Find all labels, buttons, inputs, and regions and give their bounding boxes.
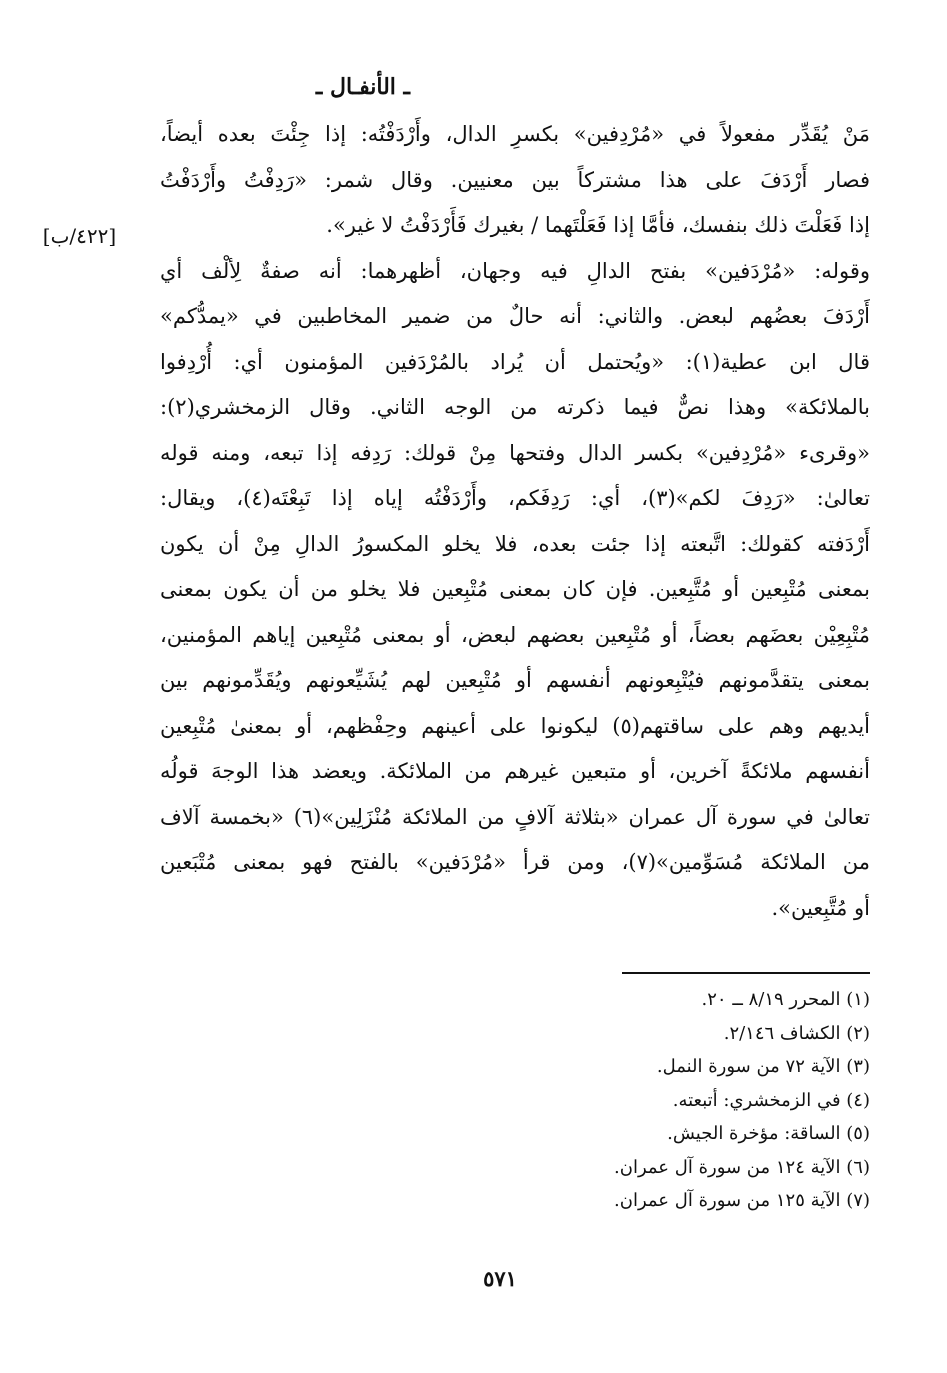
footnote-separator [622, 972, 870, 974]
footnote-item: (٤) في الزمخشري: أتبعته. [672, 1089, 870, 1111]
manuscript-folio-marker: [٤٢٢/ب] [42, 224, 117, 248]
text-line: أو مُتَّبِعين». [771, 895, 870, 920]
text-line: إذا فَعَلْتَ ذلك بنفسك، فأمَّا إذا فَعَلْتَهما / بغيرك فَأَرْدَفْتُ لا غير». [326, 213, 870, 237]
text-line: تعالىٰ: «رَدِفَ لكم»(٣)، أي: رَدِفَكم، وأَرْدَفْتُه إياه إذا تَبِعْتَه(٤)، ويقال: [160, 486, 870, 510]
text-line: بالملائكة» وهذا نصٌّ فيما ذكرته من الوجه الثاني. وقال الزمخشري(٢): [160, 395, 870, 419]
text-line: بمعنى مُتْبِعين أو مُتَّبِعين. فإن كان بمعنى مُتْبِعين فلا يخلو من أن يكون بمعنى [160, 577, 870, 601]
text-line: مَنْ يُقَدِّر مفعولاً في «مُرْدِفين» بكسرِ الدال، وأَرْدَفْتُه: إذا جِئْتَ بعده أيضاً، [160, 122, 870, 146]
text-line: أَرْدَفَ بعضُهم لبعض. والثاني: أنه حالٌ من ضمير المخاطبين في «يمدُّكم» [160, 304, 870, 328]
text-line: أَرْدَفته كقولك: اتَّبعته إذا جئت بعده، فلا يخلو المكسورُ الدالِ مِنْ أن يكون [160, 531, 870, 556]
page-number: ٥٧١ [483, 1266, 517, 1291]
text-line: بمعنى يتقدَّمونهم فيُتْبِعونهم أنفسهم أو مُتْبِعين لهم يُشَيِّعونهم ويُقَدِّمونهم بين [160, 668, 870, 692]
footnote-item: (٢) الكشاف ٢/١٤٦. [723, 1022, 870, 1044]
text-line: وقوله: «مُرْدَفين» بفتح الدالِ فيه وجهان، أظهرهما: أنه صفةٌ لِألْف أي [160, 258, 870, 283]
text-line: «وقرىء «مُرْدِفين» بكسر الدال وفتحها مِنْ قولك: رَدِفه إذا تبعه، ومنه قوله [160, 440, 870, 465]
text-line: قال ابن عطية(١): «ويُحتمل أن يُراد بالمُرْدَفين المؤمنون أي: أُرْدِفوا [160, 349, 870, 374]
text-line: مُتْبِعِيْن بعضَهم بعضاً، أو مُتْبِعين بعضهم لبعض، أو بمعنى مُتْبِعين إياهم المؤمنين، [160, 622, 870, 647]
footnotes-list [560, 986, 870, 1221]
footnote-item: (٧) الآية ١٢٥ من سورة آل عمران. [614, 1190, 870, 1211]
main-text-block [160, 112, 870, 931]
footnote-item: (١) المحرر ٨/١٩ ــ ٢٠. [701, 989, 870, 1010]
text-line: أيديهم وهم على ساقتهم(٥) ليكونوا على أعينهم وحِفْظهم، أو بمعنىٰ مُتْبِعين [160, 713, 870, 738]
footnote-item: (٣) الآية ٧٢ من سورة النمل. [656, 1056, 870, 1077]
text-line: من الملائكة مُسَوِّمين»(٧)، ومن قرأ «مُرْدَفين» بالفتح فهو بمعنى مُتْبَعين [160, 850, 870, 874]
text-line: أنفسهم ملائكةً آخرين، أو متبعين غيرهم من الملائكة. ويعضد هذا الوجهَ قولُه [160, 759, 870, 783]
running-header: ـ الأنفـال ـ [315, 74, 410, 100]
text-line: تعالىٰ في سورة آل عمران «بثلاثة آلافٍ من الملائكة مُنْزَلِين»(٦) «بخمسة آلاف [160, 804, 870, 829]
footnote-item: (٦) الآية ١٢٤ من سورة آل عمران. [614, 1156, 870, 1178]
footnote-item: (٥) الساقة: مؤخرة الجيش. [667, 1123, 870, 1144]
text-line: فصار أَرْدَفَ على هذا مشتركاً بين معنيين. وقال شمر: «رَدِفْتُ وأَرْدَفْتُ [160, 167, 870, 192]
